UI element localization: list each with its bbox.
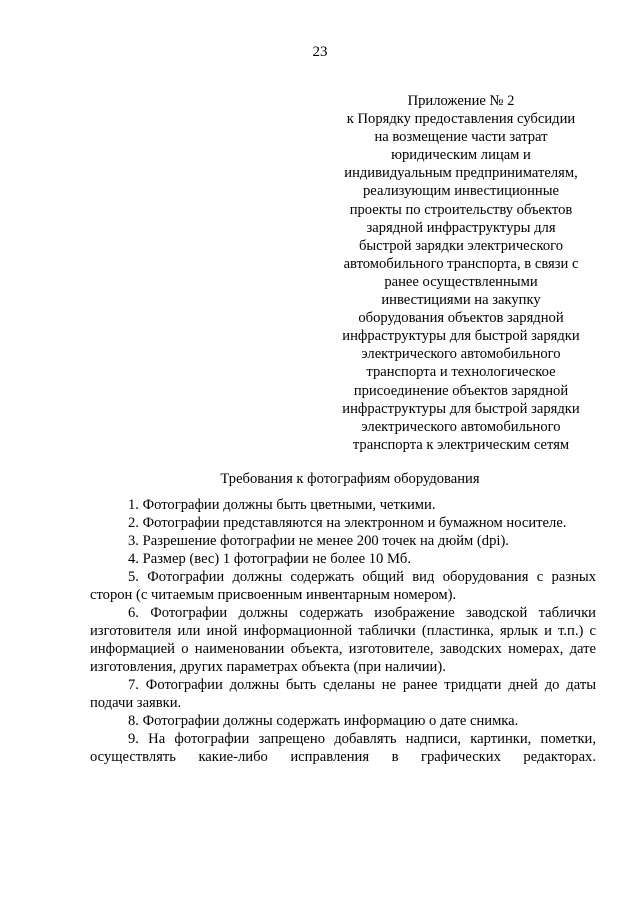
requirement-item: 3. Разрешение фотографии не менее 200 точек на дюйм (dpi). [128,533,509,549]
appendix-line: оборудования объектов зарядной [358,310,564,327]
appendix-line: электрического автомобильного [361,418,561,435]
requirement-item: 6. Фотографии должны содержать изображение заводской таблички изготовителя или иной информационной таблички (пластинка, ярлык и т.п.) с информацией о наименовании объекта, изготовителе, заводских номерах, дате изготовления, других параметрах объекта (при наличии). [90,605,596,675]
appendix-line: инфраструктуры для быстрой зарядки [342,400,580,417]
requirement-item: 5. Фотографии должны содержать общий вид оборудования с разных сторон (с читаемым присвоенным инвентарным номером). [90,569,596,603]
appendix-line: электрического автомобильного [361,346,561,363]
requirement-item: 1. Фотографии должны быть цветными, четкими. [128,497,436,513]
requirement-item: 2. Фотографии представляются на электронном и бумажном носителе. [128,515,567,531]
appendix-line: реализующим инвестиционные [363,183,559,200]
appendix-line: автомобильного транспорта, в связи с [343,255,579,272]
appendix-line: транспорта к электрическим сетям [352,436,570,453]
appendix-line: быстрой зарядки электрического [358,237,564,254]
appendix-line: проекты по строительству объектов [349,201,573,218]
appendix-line: зарядной инфраструктуры для [366,219,556,236]
appendix-line: транспорта и технологическое [366,364,556,381]
requirement-item: 9. На фотографии запрещено добавлять надписи, картинки, пометки, осуществлять какие-либо исправления в графических редакторах. [90,731,596,765]
appendix-line: инвестициями на закупку [381,292,541,309]
appendix-header [330,92,592,454]
appendix-line: ранее осуществленными [384,273,538,290]
page-number: 23 [312,44,328,60]
requirement-item: 7. Фотографии должны быть сделаны не ранее тридцати дней до даты подачи заявки. [90,677,596,711]
appendix-line: индивидуальным предпринимателям, [344,165,578,182]
appendix-line: на возмещение части затрат [374,129,548,146]
requirement-item: 4. Размер (вес) 1 фотографии не более 10 Мб. [128,551,412,567]
requirements-list [90,496,596,766]
document-title: Требования к фотографиям оборудования [220,471,480,487]
appendix-line: к Порядку предоставления субсидии [346,111,576,128]
appendix-line: присоединение объектов зарядной [353,382,569,399]
requirement-item: 8. Фотографии должны содержать информацию о дате снимка. [128,713,519,729]
appendix-line: Приложение № 2 [407,93,515,109]
appendix-line: инфраструктуры для быстрой зарядки [342,328,580,345]
appendix-line: юридическим лицам и [391,147,531,164]
